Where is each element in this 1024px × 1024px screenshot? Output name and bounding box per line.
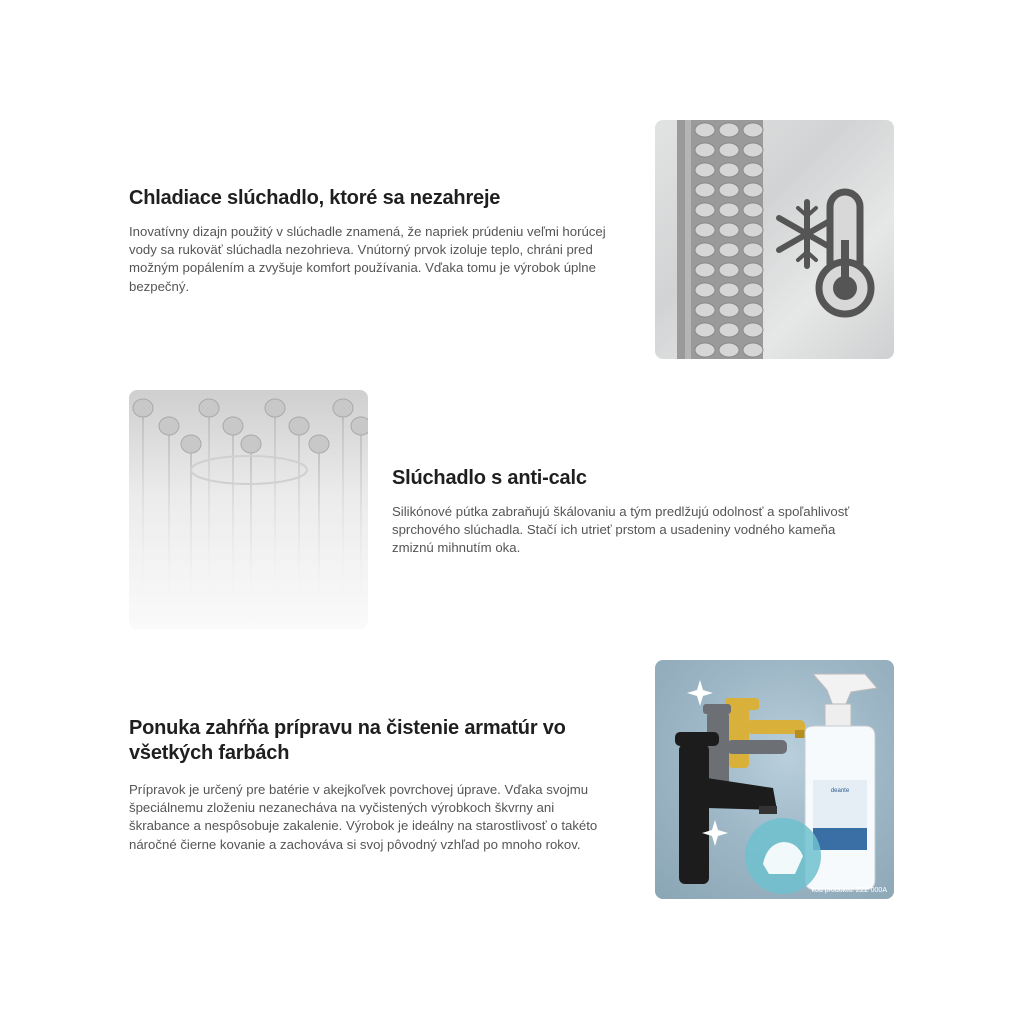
silicone-nozzle — [289, 417, 309, 435]
description-line: Inovatívny dizajn použitý v slúchadle znamená, že napriek prúdeniu veľmi horúcej — [129, 224, 606, 239]
feature-title: Slúchadlo s anti-calc — [392, 467, 587, 489]
description-line: sprchového slúchadla. Stačí ich utrieť prstom a usadeniny vodného kameňa — [392, 522, 836, 538]
feature-description — [129, 223, 629, 296]
water-jet — [342, 410, 344, 629]
description-line: škrabance a nespôsobuje zakalenie. Výrobok je ideálny na starostlivosť o takéto — [129, 818, 598, 834]
nozzle-bump — [695, 143, 715, 157]
nozzle-bump — [719, 223, 739, 237]
nozzle-bump — [719, 323, 739, 337]
silicone-nozzle — [351, 417, 368, 435]
nozzle-bump — [719, 123, 739, 137]
nozzle-bump — [695, 123, 715, 137]
nozzle-bump — [719, 343, 739, 357]
feature-cooling-handle — [129, 186, 629, 296]
feature-title: Chladiace slúchadlo, ktoré sa nezahreje — [129, 187, 501, 209]
water-jet — [274, 410, 276, 629]
water-jet — [142, 410, 144, 629]
nozzle-bump — [719, 183, 739, 197]
water-jet — [208, 410, 210, 629]
nozzle-bump — [695, 203, 715, 217]
product-code: kod produktu: ZZZ 000A — [811, 887, 887, 894]
water-jet — [168, 428, 170, 629]
silicone-nozzle — [241, 435, 261, 453]
silicone-nozzle — [133, 399, 153, 417]
water-jet — [250, 446, 252, 629]
feature-title — [129, 716, 599, 766]
water-jet — [298, 428, 300, 629]
nozzle-bump — [695, 223, 715, 237]
nozzle-bump — [695, 283, 715, 297]
cleaning-agent-image — [655, 660, 894, 899]
description-line: možným popálením a zvyšuje komfort používania. Vďaka tomu je výrobok úplne — [129, 260, 596, 276]
nozzle-bump — [743, 203, 763, 217]
description-line: Prípravok je určený pre batérie v akejkoľvek povrchovej úprave. Vďaka svojmu — [129, 782, 589, 797]
silicone-nozzle — [181, 435, 201, 453]
title-line: všetkých farbách — [129, 742, 290, 764]
silicone-nozzle — [309, 435, 329, 453]
water-jet — [318, 446, 320, 629]
silicone-nozzle — [223, 417, 243, 435]
description-line: zmiznú mihnutím oka. — [392, 540, 521, 556]
nozzle-bump — [743, 343, 763, 357]
feature-cleaning-agent — [129, 716, 599, 854]
description-line: bezpečný. — [129, 278, 190, 294]
faucets-and-spray-bottle-illustration — [655, 660, 894, 899]
nozzle-bump — [695, 163, 715, 177]
nozzle-bump — [743, 163, 763, 177]
nozzle-bump — [743, 263, 763, 277]
nozzle-bump — [743, 143, 763, 157]
cooling-handle-image — [655, 120, 894, 359]
nozzle-bump — [719, 143, 739, 157]
nozzle-bump — [719, 203, 739, 217]
nozzle-bump — [695, 263, 715, 277]
nozzle-bump — [695, 243, 715, 257]
hand-wiping-icon — [745, 818, 821, 894]
nozzle-bump — [719, 303, 739, 317]
nozzle-bump — [743, 323, 763, 337]
silicone-nozzle — [265, 399, 285, 417]
nozzle-bump — [743, 283, 763, 297]
nozzle-bump — [719, 283, 739, 297]
silicone-nozzle — [333, 399, 353, 417]
nozzle-bump — [695, 343, 715, 357]
nozzle-bump — [743, 243, 763, 257]
description-line: náročné čierne kovanie a zachováva si svoj pôvodný vzhľad po mnoho rokov. — [129, 836, 581, 852]
nozzle-bump — [695, 323, 715, 337]
anti-calc-nozzles-image — [129, 390, 368, 629]
description-line: vody sa rukoväť slúchadla nezohrieva. Vnútorný prvok izoluje teplo, chráni pred — [129, 242, 593, 258]
water-jet — [360, 428, 362, 629]
description-line: špeciálnemu zloženiu nezanecháva na vyčistených výrobkoch škvrny ani — [129, 800, 555, 816]
gold-faucet — [725, 698, 805, 768]
snowflake-thermometer-icon — [779, 192, 871, 314]
nozzle-bump — [719, 243, 739, 257]
nozzle-bump — [719, 163, 739, 177]
svg-text:deante: deante — [830, 788, 850, 794]
silicone-nozzle — [199, 399, 219, 417]
nozzle-bump — [695, 303, 715, 317]
silicone-nozzle — [159, 417, 179, 435]
title-line: Ponuka zahŕňa prípravu na čistenie armatúr vo — [129, 717, 566, 739]
feature-description — [129, 781, 599, 854]
nozzle-bump — [695, 183, 715, 197]
water-jet — [232, 428, 234, 629]
water-jets-illustration — [129, 390, 368, 629]
description-line: Silikónové pútka zabraňujú škálovaniu a tým predlžujú odolnosť a spoľahlivosť — [392, 504, 850, 519]
feature-description — [392, 503, 892, 558]
nozzle-bump — [743, 303, 763, 317]
nozzle-bump — [719, 263, 739, 277]
nozzle-bump — [743, 223, 763, 237]
feature-anti-calc — [392, 466, 892, 558]
shower-head-nozzles-illustration — [655, 120, 894, 359]
nozzle-bump — [743, 183, 763, 197]
nozzle-bump — [743, 123, 763, 137]
